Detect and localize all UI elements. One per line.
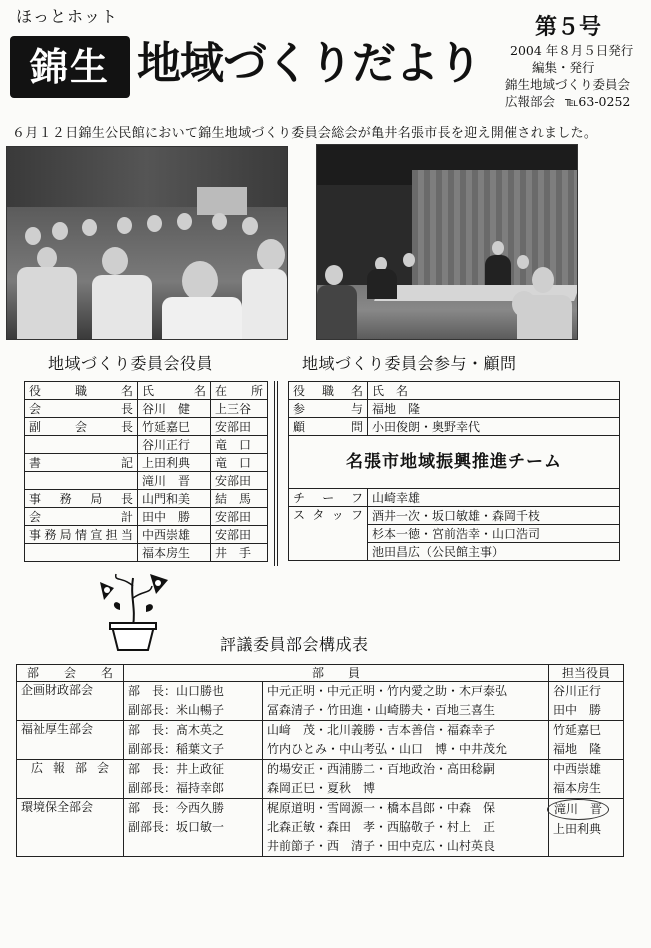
col-place: 在所 <box>215 383 263 398</box>
member-line: 梶原道明・雪岡源一・橋本昌郎・中森 保 <box>267 801 496 815</box>
member-line: 竹内ひとみ・中山考弘・山口 博・中井茂允 <box>267 742 508 756</box>
officers-table <box>24 381 268 562</box>
col-role: 役職名 <box>293 383 363 398</box>
member-line: 的場安正・西浦勝二・百地政治・高田稔嗣 <box>267 762 496 776</box>
intro-text: ６月１２日錦生公民館において錦生地域づくり委員会総会が亀井名張市長を迎え開催されました。 <box>12 126 598 141</box>
role: 会計 <box>29 509 133 524</box>
division: 企画財政部会 <box>17 682 124 721</box>
officers <box>549 721 624 760</box>
members <box>263 682 549 721</box>
name: 谷川 健 <box>138 400 211 418</box>
name: 上田利典 <box>138 454 211 472</box>
table-row <box>289 507 620 525</box>
names: 福地 隆 <box>368 400 620 418</box>
place: 上三谷 <box>211 400 268 418</box>
officers <box>549 799 624 857</box>
issue-number: 第５号 <box>535 14 602 40</box>
publisher: 錦生地域づくり委員会 <box>505 77 631 92</box>
role: スタッフ <box>293 508 363 522</box>
newsletter-title: 地域づくりだより <box>137 38 481 89</box>
member-line: 森岡正巳・夏秋 博 <box>267 781 376 795</box>
council-title: 評議委員部会構成表 <box>220 635 369 654</box>
member-line: 北森正敏・森田 孝・西脇敬子・村上 正 <box>267 820 496 834</box>
names: 池田昌広（公民館主事） <box>368 543 620 561</box>
table-row <box>289 489 620 507</box>
table-row <box>25 490 268 508</box>
council-table <box>16 664 624 857</box>
table-divider <box>274 381 278 566</box>
leader: 部 長：今西久勝 <box>128 801 225 815</box>
table-row <box>17 721 624 760</box>
leader: 副部長：稲葉文子 <box>128 742 225 756</box>
place: 結 馬 <box>211 490 268 508</box>
place: 安部田 <box>211 526 268 544</box>
table-row <box>25 544 268 562</box>
table-row <box>25 400 268 418</box>
col-officers: 担当役員 <box>549 665 624 682</box>
table-row <box>25 508 268 526</box>
role: 顧問 <box>293 419 363 434</box>
department: 広報部会 <box>505 94 556 109</box>
table-row <box>17 799 624 857</box>
table-row <box>25 418 268 436</box>
leader: 部 長：髙木英之 <box>128 723 225 737</box>
brand-logo: 錦生 <box>10 36 130 98</box>
team-title-row <box>289 436 620 489</box>
role: 副会長 <box>29 419 133 434</box>
department-contact <box>505 92 630 110</box>
table-header <box>289 382 620 400</box>
officer: 竹延嘉巳 <box>553 723 602 737</box>
tagline: ほっとホット <box>16 7 119 26</box>
leaders <box>124 682 263 721</box>
table-row <box>25 472 268 490</box>
place: 竜 口 <box>211 436 268 454</box>
names: 小田俊朗・奥野幸代 <box>368 418 620 436</box>
members <box>263 799 549 857</box>
phone: ℡63-0252 <box>565 94 631 109</box>
table-row <box>17 682 624 721</box>
leaders <box>124 799 263 857</box>
officer: 福本房生 <box>553 781 602 795</box>
advisors-table <box>288 381 620 561</box>
officers-title: 地域づくり委員会役員 <box>48 354 214 373</box>
officer: 田中 勝 <box>553 703 602 717</box>
publisher-label: 編集・発行 <box>532 60 595 75</box>
name: 福本房生 <box>138 544 211 562</box>
members <box>263 721 549 760</box>
name: 滝川 晋 <box>138 472 211 490</box>
place: 安部田 <box>211 472 268 490</box>
division: 広報部会 <box>31 761 109 775</box>
place: 竜 口 <box>211 454 268 472</box>
officers <box>549 682 624 721</box>
col-role: 役職名 <box>29 383 133 398</box>
table-row <box>289 400 620 418</box>
leaders <box>124 721 263 760</box>
table-row <box>17 760 624 799</box>
name: 田中 勝 <box>138 508 211 526</box>
col-name: 氏名 <box>142 383 206 398</box>
leader: 部 長：山口勝也 <box>128 684 225 698</box>
officer: 中西崇雄 <box>553 762 602 776</box>
table-row <box>25 436 268 454</box>
name: 山門和美 <box>138 490 211 508</box>
role: 会長 <box>29 401 133 416</box>
division: 福祉厚生部会 <box>17 721 124 760</box>
division: 環境保全部会 <box>17 799 124 857</box>
col-division: 部会名 <box>27 666 113 680</box>
leader: 副部長：坂口敏一 <box>128 820 225 834</box>
member-line: 中元正明・中元正明・竹内愛之助・木戸泰弘 <box>267 684 508 698</box>
leader: 部 長：井上政征 <box>128 762 225 776</box>
leaders <box>124 760 263 799</box>
table-row <box>25 526 268 544</box>
member-line: 山﨑 茂・北川義勝・吉本善信・福森幸子 <box>267 723 496 737</box>
place: 安部田 <box>211 508 268 526</box>
role: 事務局情宣担当 <box>29 527 133 542</box>
table-row <box>289 418 620 436</box>
issue-date: 2004 年８月５日発行 <box>510 43 634 58</box>
leader: 副部長：米山暢子 <box>128 703 225 717</box>
table-header <box>25 382 268 400</box>
col-name: 氏 名 <box>368 382 620 400</box>
names: 酒井一次・坂口敏雄・森岡千枝 <box>368 507 620 525</box>
meeting-photo-stage <box>316 144 578 340</box>
officer-circled: 滝川 晋 <box>547 799 609 820</box>
names: 山崎幸雄 <box>368 489 620 507</box>
place: 安部田 <box>211 418 268 436</box>
table-row <box>25 454 268 472</box>
member-line: 冨森清子・竹田進・山崎勝夫・百地三喜生 <box>267 703 496 717</box>
officer: 上田利典 <box>553 822 602 836</box>
role: チーフ <box>293 490 363 505</box>
names: 杉本一徳・宮前浩幸・山口浩司 <box>368 525 620 543</box>
place: 井 手 <box>211 544 268 562</box>
meeting-photo-audience <box>6 146 288 340</box>
role: 事務局長 <box>29 491 133 506</box>
members <box>263 760 549 799</box>
officer: 谷川正行 <box>553 684 602 698</box>
officer: 福地 隆 <box>553 742 602 756</box>
col-members: 部 員 <box>124 665 549 682</box>
advisors-title: 地域づくり委員会参与・顧問 <box>302 354 517 373</box>
member-line: 井前節子・西 清子・田中克広・山村英良 <box>267 839 496 853</box>
potted-morning-glory-icon <box>92 568 174 654</box>
role: 参与 <box>293 401 363 416</box>
role: 書記 <box>29 455 133 470</box>
leader: 副部長：福持幸郎 <box>128 781 225 795</box>
table-header <box>17 665 624 682</box>
name: 中西崇雄 <box>138 526 211 544</box>
team-title: 名張市地域振興推進チーム <box>346 451 562 472</box>
name: 谷川正行 <box>138 436 211 454</box>
name: 竹延嘉巳 <box>138 418 211 436</box>
officers <box>549 760 624 799</box>
